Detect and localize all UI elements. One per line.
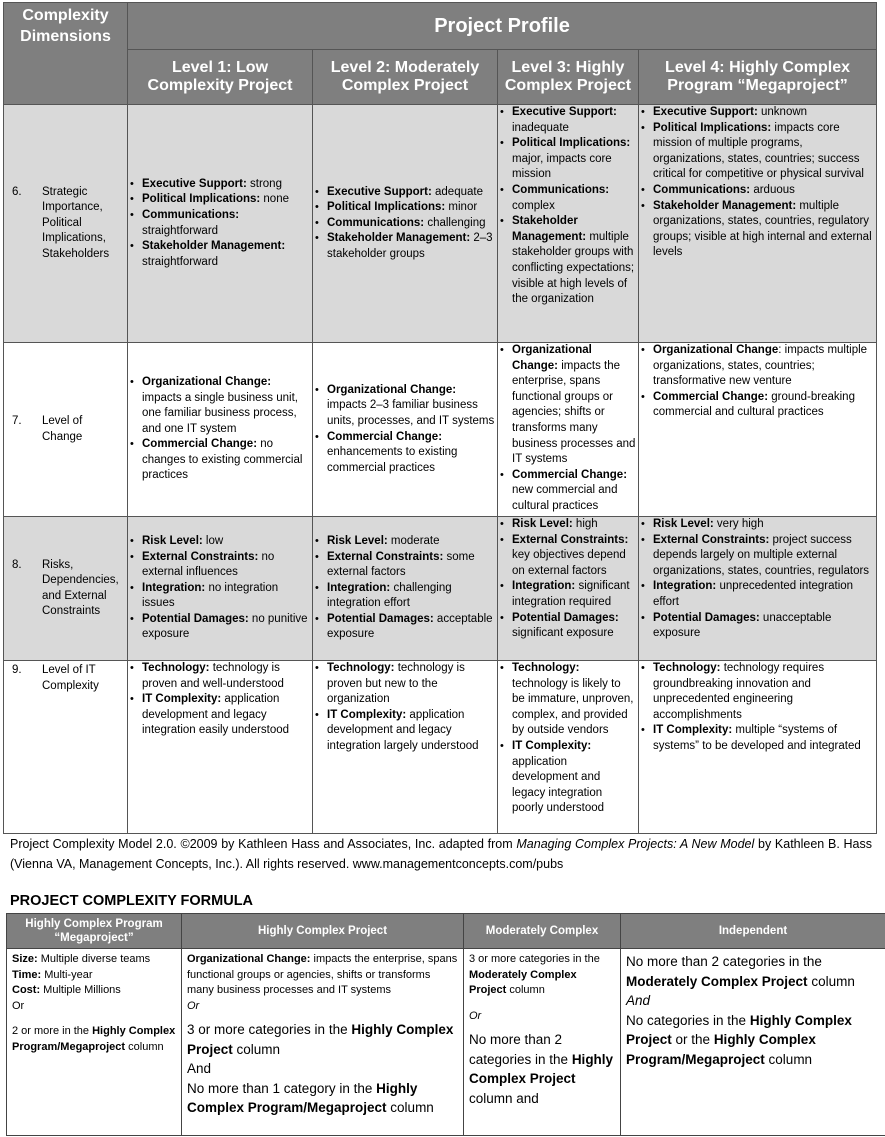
or-text: Or — [187, 999, 200, 1012]
criteria-value: ground-breaking commercial and cultural practices — [653, 390, 855, 419]
criteria-key: Risk Level: — [512, 518, 573, 530]
criteria-value: straightforward — [142, 255, 219, 268]
criteria-list — [313, 383, 497, 477]
criteria-key: Political Implications: — [512, 137, 631, 150]
copyright-citation — [10, 834, 872, 874]
dimension-label: Strategic Importance, Political Implications, Stakeholders — [42, 185, 110, 260]
level-2-cell — [313, 661, 498, 834]
criteria-item — [327, 231, 495, 262]
criteria-list — [128, 534, 312, 643]
criteria-item — [653, 723, 874, 754]
complexity-formula-table — [6, 913, 885, 1136]
complexity-dimensions-header: Complexity Dimensions — [4, 3, 128, 105]
criteria-key: External Constraints: — [327, 550, 444, 563]
criteria-key: IT Complexity: — [142, 693, 222, 706]
level-4-cell — [639, 661, 877, 834]
criteria-key: Commercial Change: — [512, 468, 628, 481]
criteria-value: application development and legacy integration easily understood — [142, 693, 290, 737]
level-2-cell — [313, 105, 498, 343]
criteria-key: Executive Support: — [327, 185, 432, 198]
criteria-value: new commercial and cultural practices — [512, 484, 618, 512]
criteria-value: no integration issues — [142, 581, 279, 610]
or-text: Or — [469, 1009, 482, 1022]
level-4-cell — [639, 517, 877, 661]
moderate-rule-2: No more than 2 categories in the Highly Complex Project column and — [469, 1032, 614, 1106]
criteria-key: Organizational Change: — [512, 344, 592, 372]
criteria-item — [653, 121, 874, 183]
criteria-key: Risk Level: — [327, 534, 388, 547]
criteria-key: Integration: — [653, 580, 717, 593]
criteria-key: Political Implications: — [653, 121, 772, 134]
criteria-list — [313, 661, 497, 755]
dimension-number: 7. — [12, 415, 22, 427]
criteria-item — [653, 517, 874, 533]
criteria-item — [142, 612, 310, 643]
criteria-value: technology requires groundbreaking innovation and unprecedented engineering accomplishments — [653, 662, 825, 721]
criteria-item — [327, 200, 495, 216]
dimension-cell — [4, 105, 128, 343]
level-3-header: Level 3: Highly Complex Project — [498, 50, 639, 105]
criteria-list — [128, 177, 312, 271]
criteria-key: Stakeholder Management: — [327, 232, 471, 245]
criteria-value: no changes to existing commercial practices — [142, 438, 303, 482]
formula-header-highly-complex: Highly Complex Project — [182, 914, 464, 949]
criteria-item — [327, 430, 495, 477]
criteria-list — [313, 534, 497, 643]
criteria-list — [639, 517, 876, 642]
dimension-label: Level of IT Complexity — [42, 664, 99, 692]
criteria-key: Organizational Change — [653, 344, 779, 356]
criteria-key: Technology: — [327, 662, 395, 674]
level-1-header: Level 1: Low Complexity Project — [128, 50, 313, 105]
criteria-value: unknown — [757, 106, 808, 118]
criteria-item — [512, 343, 636, 468]
criteria-value: unacceptable exposure — [653, 611, 832, 640]
criteria-key: Executive Support: — [142, 177, 247, 190]
and-text: And — [187, 1061, 212, 1076]
criteria-item — [142, 208, 310, 239]
dimension-number: 8. — [12, 558, 22, 571]
criteria-item — [653, 183, 874, 199]
criteria-item — [142, 692, 310, 739]
criteria-value: inadequate — [512, 121, 569, 134]
criteria-item — [142, 550, 310, 581]
criteria-item — [512, 661, 636, 739]
criteria-item — [142, 177, 310, 193]
criteria-value: challenging integration effort — [327, 581, 452, 610]
criteria-item — [327, 661, 495, 708]
criteria-key: Integration: — [512, 580, 576, 593]
criteria-list — [498, 517, 638, 642]
dimension-cell — [4, 661, 128, 834]
criteria-key: External Constraints: — [653, 533, 770, 546]
criteria-list — [639, 661, 876, 755]
criteria-item — [327, 581, 495, 612]
criteria-item — [142, 375, 310, 437]
level-3-cell — [498, 343, 639, 517]
criteria-value: technology is proven but new to the organization — [327, 662, 465, 706]
level-4-cell — [639, 105, 877, 343]
criteria-key: IT Complexity: — [512, 739, 592, 752]
criteria-key: External Constraints: — [142, 550, 259, 563]
criteria-item — [327, 708, 495, 755]
criteria-key: Political Implications: — [327, 201, 446, 214]
criteria-value: technology is likely to be immature, unproven, complex, and provided by outside vendors — [512, 677, 634, 737]
criteria-key: Integration: — [142, 581, 206, 594]
independent-rule-2: No categories in the Highly Complex Project or the Highly Complex Program/Megaproject column — [626, 1012, 852, 1067]
level-3-cell — [498, 105, 639, 343]
size-label: Size: — [12, 953, 38, 965]
criteria-item — [142, 437, 310, 484]
criteria-item — [142, 534, 310, 550]
org-change-rule: Organizational Change: impacts the enterprise, spans functional groups or agencies, shifts or transforms many business processes and IT systems — [187, 953, 458, 996]
criteria-value: high — [572, 518, 598, 530]
criteria-value: strong — [246, 177, 282, 190]
independent-rule-1: No more than 2 categories in the Moderately Complex Project column — [626, 954, 855, 989]
criteria-value: impacts the enterprise, spans functional groups or agencies; shifts or transforms many business processes and IT systems — [512, 359, 636, 466]
criteria-item — [327, 216, 495, 232]
criteria-list — [128, 661, 312, 739]
criteria-key: Political Implications: — [142, 193, 261, 206]
highly-complex-rule-1: 3 or more categories in the Highly Complex Project column — [187, 1022, 454, 1057]
moderate-rule-1: 3 or more categories in the Moderately Complex Project column — [469, 953, 600, 996]
criteria-key: Organizational Change: — [327, 383, 457, 396]
criteria-item — [653, 105, 874, 121]
criteria-item — [653, 611, 874, 642]
criteria-item — [512, 739, 636, 817]
formula-highly-complex-cell — [182, 949, 464, 1136]
criteria-value: minor — [445, 201, 478, 214]
criteria-key: Risk Level: — [142, 534, 203, 547]
criteria-key: Technology: — [653, 662, 721, 674]
criteria-value: no external influences — [142, 550, 275, 579]
level-4-header: Level 4: Highly Complex Program “Megaproject” — [639, 50, 877, 105]
criteria-item — [512, 183, 636, 214]
criteria-item — [512, 468, 636, 515]
criteria-item — [512, 136, 636, 183]
criteria-item — [653, 661, 874, 723]
criteria-item — [653, 390, 874, 421]
criteria-key: Commercial Change: — [142, 438, 258, 451]
criteria-item — [327, 185, 495, 201]
criteria-item — [653, 199, 874, 261]
dimension-row-8 — [4, 517, 877, 661]
megaproject-rule: 2 or more in the Highly Complex Program/Megaproject column — [12, 1025, 176, 1053]
level-3-cell — [498, 517, 639, 661]
criteria-value: multiple “systems of systems” to be developed and integrated — [653, 724, 861, 752]
criteria-key: Executive Support: — [653, 106, 758, 118]
dimension-row-9 — [4, 661, 877, 834]
criteria-item — [327, 612, 495, 643]
level-2-cell — [313, 517, 498, 661]
formula-megaproject-cell — [7, 949, 182, 1136]
criteria-value: key objectives depend on external factors — [512, 549, 626, 577]
criteria-key: Communications: — [653, 183, 751, 196]
formula-title: PROJECT COMPLEXITY FORMULA — [10, 893, 254, 909]
highly-complex-rule-2: No more than 1 category in the Highly Complex Program/Megaproject column — [187, 1080, 434, 1115]
citation-book-title: Managing Complex Projects: A New Model — [516, 837, 755, 851]
criteria-value: adequate — [431, 185, 483, 198]
citation-text: Project Complexity Model 2.0. ©2009 by Kathleen Hass and Associates, Inc. adapted from — [10, 837, 517, 851]
criteria-value: unprecedented integration effort — [653, 580, 854, 608]
criteria-key: Stakeholder Management: — [653, 199, 797, 212]
criteria-value: challenging — [424, 216, 486, 229]
criteria-value: moderate — [387, 534, 440, 547]
criteria-key: Potential Damages: — [653, 611, 760, 624]
criteria-item — [142, 581, 310, 612]
criteria-value: application development and legacy integration largely understood — [327, 708, 479, 752]
criteria-item — [512, 579, 636, 610]
criteria-key: Technology: — [512, 662, 580, 674]
cost-label: Cost: — [12, 984, 41, 996]
criteria-value: enhancements to existing commercial practices — [327, 446, 458, 474]
criteria-key: IT Complexity: — [653, 724, 733, 737]
level-2-header: Level 2: Moderately Complex Project — [313, 50, 498, 105]
criteria-item — [142, 239, 310, 270]
project-profile-table — [3, 2, 877, 834]
criteria-key: IT Complexity: — [327, 708, 407, 721]
criteria-value: project success depends largely on multiple external organizations, states, countries, regulators — [653, 533, 870, 577]
criteria-key: External Constraints: — [512, 533, 629, 546]
criteria-value: impacts a single business unit, one familiar business process, and one IT system — [142, 391, 298, 435]
criteria-item — [327, 550, 495, 581]
dimension-cell — [4, 343, 128, 517]
criteria-value: : impacts multiple organizations, states, countries; transformative new venture — [653, 344, 868, 388]
level-1-cell — [128, 343, 313, 517]
criteria-value: significant exposure — [512, 627, 614, 640]
cost-value: Multiple Millions — [40, 984, 121, 996]
criteria-value: acceptable exposure — [327, 612, 493, 641]
formula-header-megaproject: Highly Complex Program “Megaproject” — [7, 914, 182, 949]
formula-header-moderately-complex: Moderately Complex — [464, 914, 621, 949]
criteria-key: Potential Damages: — [327, 612, 434, 625]
time-label: Time: — [12, 968, 42, 981]
criteria-value: low — [202, 534, 224, 547]
dimension-number: 6. — [12, 185, 22, 198]
criteria-item — [512, 533, 636, 580]
criteria-key: Commercial Change: — [653, 390, 769, 403]
criteria-key: Organizational Change: — [142, 375, 272, 388]
criteria-value: very high — [713, 518, 764, 530]
citation-text-end: by Kathleen B. Hass (Vienna VA, Management Concepts, Inc.). All rights reserved. www.managementconcepts.com/pubs — [10, 837, 872, 871]
criteria-key: Stakeholder Management: — [512, 215, 587, 243]
criteria-key: Communications: — [512, 183, 610, 196]
criteria-value: multiple organizations, states, countries, regulatory groups; visible at high internal and external levels — [653, 199, 872, 259]
criteria-key: Potential Damages: — [512, 611, 619, 624]
level-3-cell — [498, 661, 639, 834]
criteria-item — [142, 192, 310, 208]
dimension-number: 9. — [12, 664, 22, 676]
criteria-item — [142, 661, 310, 692]
criteria-list — [313, 185, 497, 263]
formula-moderately-complex-cell — [464, 949, 621, 1136]
criteria-item — [653, 533, 874, 580]
criteria-item — [512, 517, 636, 533]
formula-independent-cell — [621, 949, 885, 1136]
criteria-key: Executive Support: — [512, 106, 617, 118]
criteria-value: straightforward — [142, 224, 219, 237]
criteria-value: multiple stakeholder groups with conflicting expectations; visible at high levels of the organization — [512, 230, 635, 306]
criteria-key: Commercial Change: — [327, 430, 443, 443]
criteria-item — [653, 579, 874, 610]
criteria-item — [512, 105, 636, 136]
level-1-cell — [128, 517, 313, 661]
criteria-list — [498, 661, 638, 817]
level-2-cell — [313, 343, 498, 517]
or-text: Or — [12, 999, 25, 1012]
size-value: Multiple diverse teams — [37, 953, 151, 965]
dimension-row-6 — [4, 105, 877, 343]
criteria-list — [128, 375, 312, 484]
criteria-value: none — [260, 193, 289, 206]
criteria-key: Communications: — [142, 208, 240, 221]
criteria-value: application development and legacy integration poorly understood — [512, 755, 605, 815]
dimension-cell — [4, 517, 128, 661]
criteria-value: arduous — [750, 183, 795, 196]
dimension-label: Risks, Dependencies, and External Constraints — [42, 558, 119, 617]
criteria-key: Communications: — [327, 216, 425, 229]
formula-header-independent: Independent — [621, 914, 885, 949]
criteria-key: Risk Level: — [653, 518, 714, 530]
and-text: And — [626, 993, 651, 1008]
project-profile-header: Project Profile — [128, 3, 877, 50]
dimension-label: Level of Change — [42, 415, 83, 443]
criteria-value: no punitive exposure — [142, 612, 308, 641]
time-value: Multi-year — [41, 968, 93, 981]
criteria-item — [512, 611, 636, 642]
criteria-item — [653, 343, 874, 390]
criteria-value: impacts core mission of multiple programs, organizations, states, countries; success critical for competitive or physical survival — [653, 121, 864, 181]
criteria-value: significant integration required — [512, 580, 630, 608]
level-1-cell — [128, 105, 313, 343]
criteria-item — [327, 383, 495, 430]
criteria-value: major, impacts core mission — [512, 152, 612, 181]
level-4-cell — [639, 343, 877, 517]
criteria-item — [327, 534, 495, 550]
criteria-key: Stakeholder Management: — [142, 240, 286, 253]
criteria-item — [512, 214, 636, 308]
criteria-list — [498, 105, 638, 308]
criteria-key: Potential Damages: — [142, 612, 249, 625]
criteria-value: technology is proven and well-understood — [142, 662, 284, 690]
criteria-value: impacts 2–3 familiar business units, processes, and IT systems — [327, 399, 495, 427]
criteria-list — [639, 105, 876, 261]
dimension-row-7 — [4, 343, 877, 517]
criteria-value: complex — [512, 199, 555, 212]
criteria-list — [498, 343, 638, 515]
criteria-key: Integration: — [327, 581, 391, 594]
criteria-list — [639, 343, 876, 421]
criteria-value: some external factors — [327, 550, 475, 579]
criteria-key: Technology: — [142, 662, 210, 674]
criteria-value: 2–3 stakeholder groups — [327, 232, 493, 260]
level-1-cell — [128, 661, 313, 834]
